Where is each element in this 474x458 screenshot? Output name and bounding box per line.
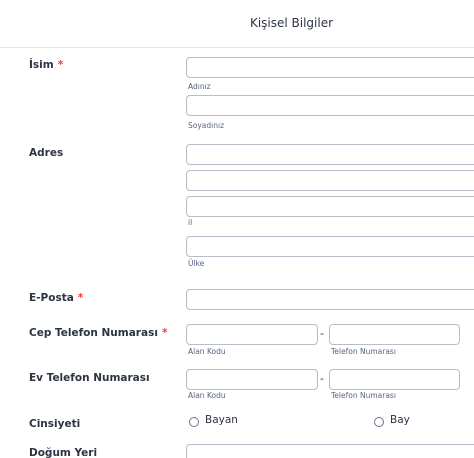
home-separator: - — [320, 372, 324, 385]
name-label — [29, 59, 63, 71]
email-label — [29, 292, 83, 304]
mobile-phone-label-text: Cep Telefon Numarası — [29, 327, 158, 339]
home-area-code-sublabel: Alan Kodu — [188, 391, 226, 400]
required-mark: * — [57, 59, 64, 71]
email-input[interactable] — [186, 289, 474, 310]
mobile-area-code-sublabel: Alan Kodu — [188, 347, 226, 356]
last-name-input[interactable] — [186, 95, 474, 116]
name-label-text: İsim — [29, 59, 54, 71]
gender-label: Cinsiyeti — [29, 418, 81, 430]
form-header — [0, 0, 474, 48]
email-label-text: E-Posta — [29, 292, 74, 304]
birthplace-input[interactable] — [186, 444, 474, 458]
first-name-input[interactable] — [186, 57, 474, 78]
required-mark: * — [77, 292, 84, 304]
birthplace-label: Doğum Yeri — [29, 447, 98, 458]
home-phone-label: Ev Telefon Numarası — [29, 372, 150, 384]
city-sublabel: il — [188, 218, 193, 227]
mobile-number-input[interactable] — [329, 324, 460, 345]
gender-radio-bayan[interactable] — [189, 417, 199, 427]
form-title: Kişisel Bilgiler — [249, 16, 334, 30]
country-sublabel: Ülke — [188, 259, 205, 268]
mobile-phone-label — [29, 327, 167, 339]
gender-option-bayan[interactable]: Bayan — [205, 414, 238, 426]
address-line1-input[interactable] — [186, 144, 474, 165]
first-name-sublabel: Adınız — [188, 82, 211, 91]
last-name-sublabel: Soyadınız — [188, 121, 225, 130]
mobile-separator: - — [320, 327, 324, 340]
address-label: Adres — [29, 147, 64, 159]
home-area-code-input[interactable] — [186, 369, 318, 390]
country-input[interactable] — [186, 236, 474, 257]
gender-radio-bay[interactable] — [374, 417, 384, 427]
mobile-area-code-input[interactable] — [186, 324, 318, 345]
required-mark: * — [161, 327, 168, 339]
home-number-sublabel: Telefon Numarası — [331, 391, 396, 400]
address-line2-input[interactable] — [186, 170, 474, 191]
gender-option-bay[interactable]: Bay — [390, 414, 410, 426]
home-number-input[interactable] — [329, 369, 460, 390]
mobile-number-sublabel: Telefon Numarası — [331, 347, 396, 356]
city-input[interactable] — [186, 196, 474, 217]
